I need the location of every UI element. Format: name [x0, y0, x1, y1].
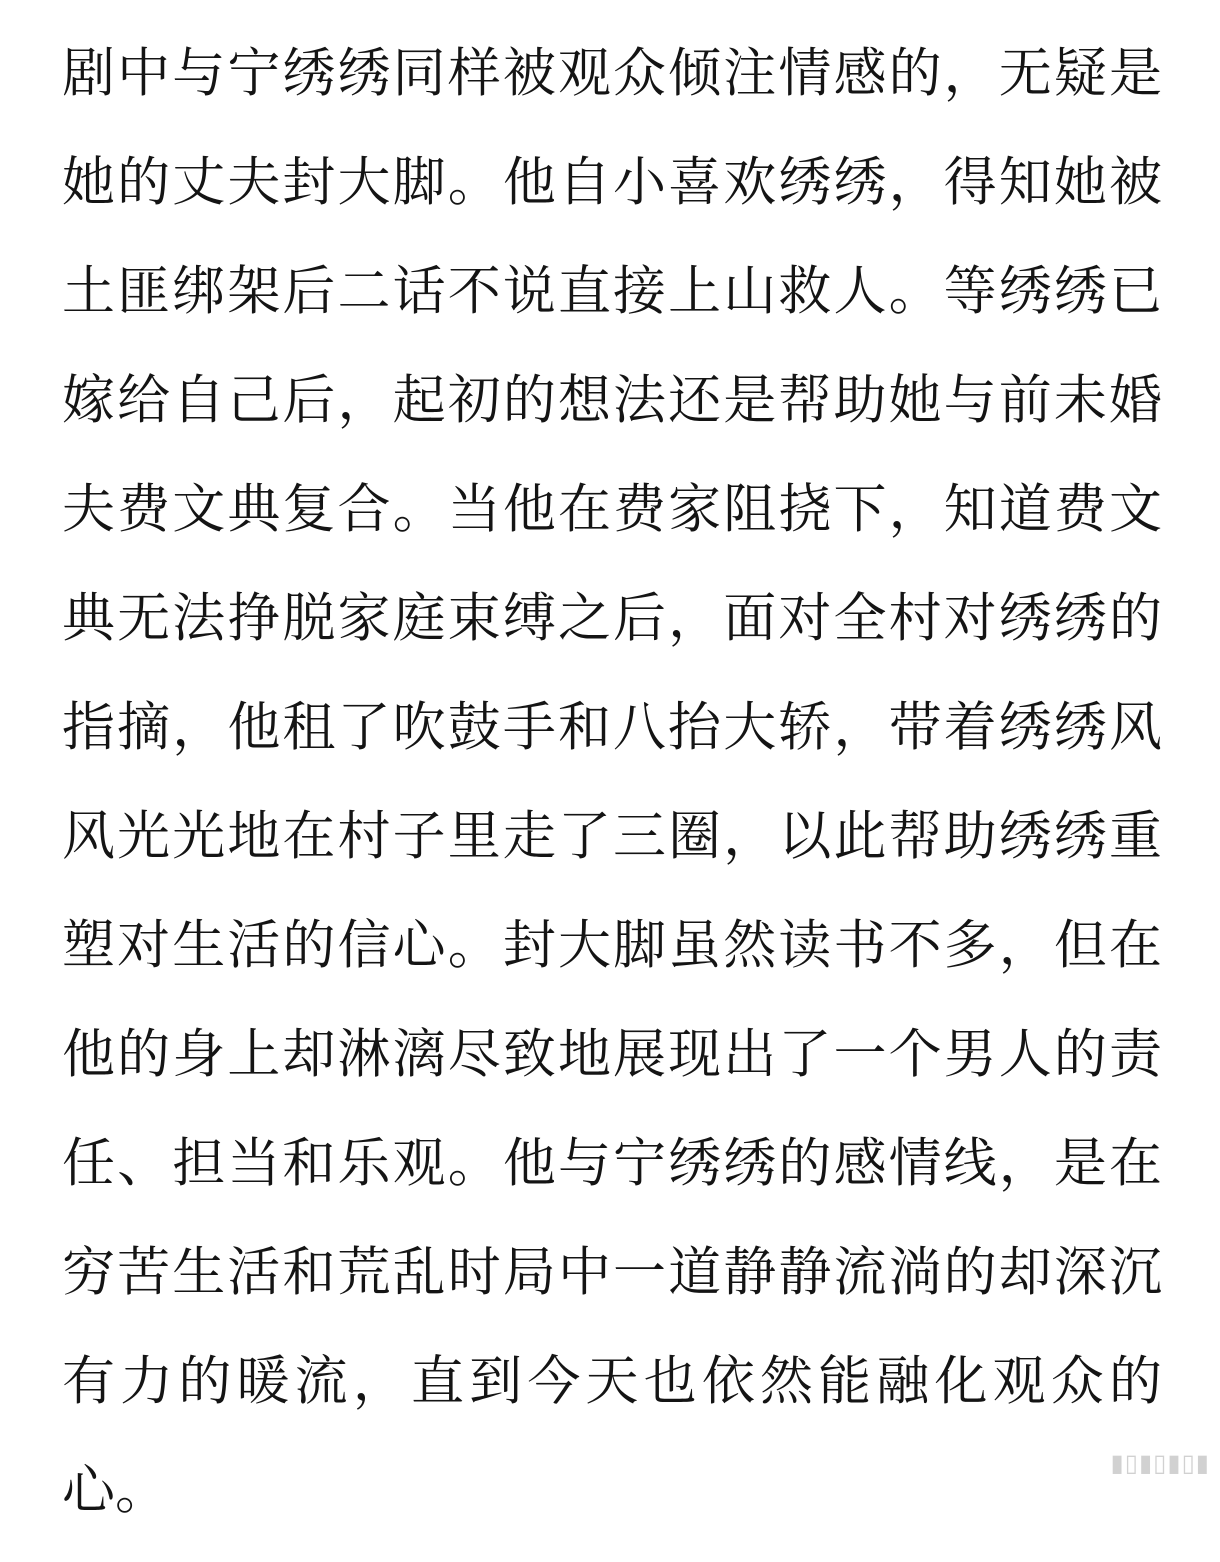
article-line-8: 风光光地在村子里走了三圈，以此帮助绣绣重	[62, 806, 1162, 867]
article-line-12: 穷苦生活和荒乱时局中一道静静流淌的却深沉	[62, 1242, 1162, 1303]
article-line-9: 塑对生活的信心。封大脚虽然读书不多，但在	[62, 915, 1162, 976]
article-line-10: 他的身上却淋漓尽致地展现出了一个男人的责	[62, 1024, 1162, 1085]
article-line-6: 典无法挣脱家庭束缚之后，面对全村对绣绣的	[62, 588, 1162, 649]
article-line-11: 任、担当和乐观。他与宁绣绣的感情线，是在	[62, 1133, 1162, 1194]
article-line-13: 有力的暖流，直到今天也依然能融化观众的	[62, 1351, 1162, 1412]
watermark-logo: ▮▯▮▯▮▯▮	[1110, 1449, 1210, 1477]
article-line-1: 剧中与宁绣绣同样被观众倾注情感的，无疑是	[62, 43, 1162, 104]
article-line-4: 嫁给自己后，起初的想法还是帮助她与前未婚	[62, 370, 1162, 431]
article-body	[62, 36, 1162, 1562]
article-line-14: 心。	[62, 1460, 168, 1521]
article-line-5: 夫费文典复合。当他在费家阻挠下，知道费文	[62, 479, 1162, 540]
article-line-2: 她的丈夫封大脚。他自小喜欢绣绣，得知她被	[62, 152, 1162, 213]
article-line-7: 指摘，他租了吹鼓手和八抬大轿，带着绣绣风	[62, 697, 1162, 758]
article-line-3: 土匪绑架后二话不说直接上山救人。等绣绣已	[62, 261, 1162, 322]
